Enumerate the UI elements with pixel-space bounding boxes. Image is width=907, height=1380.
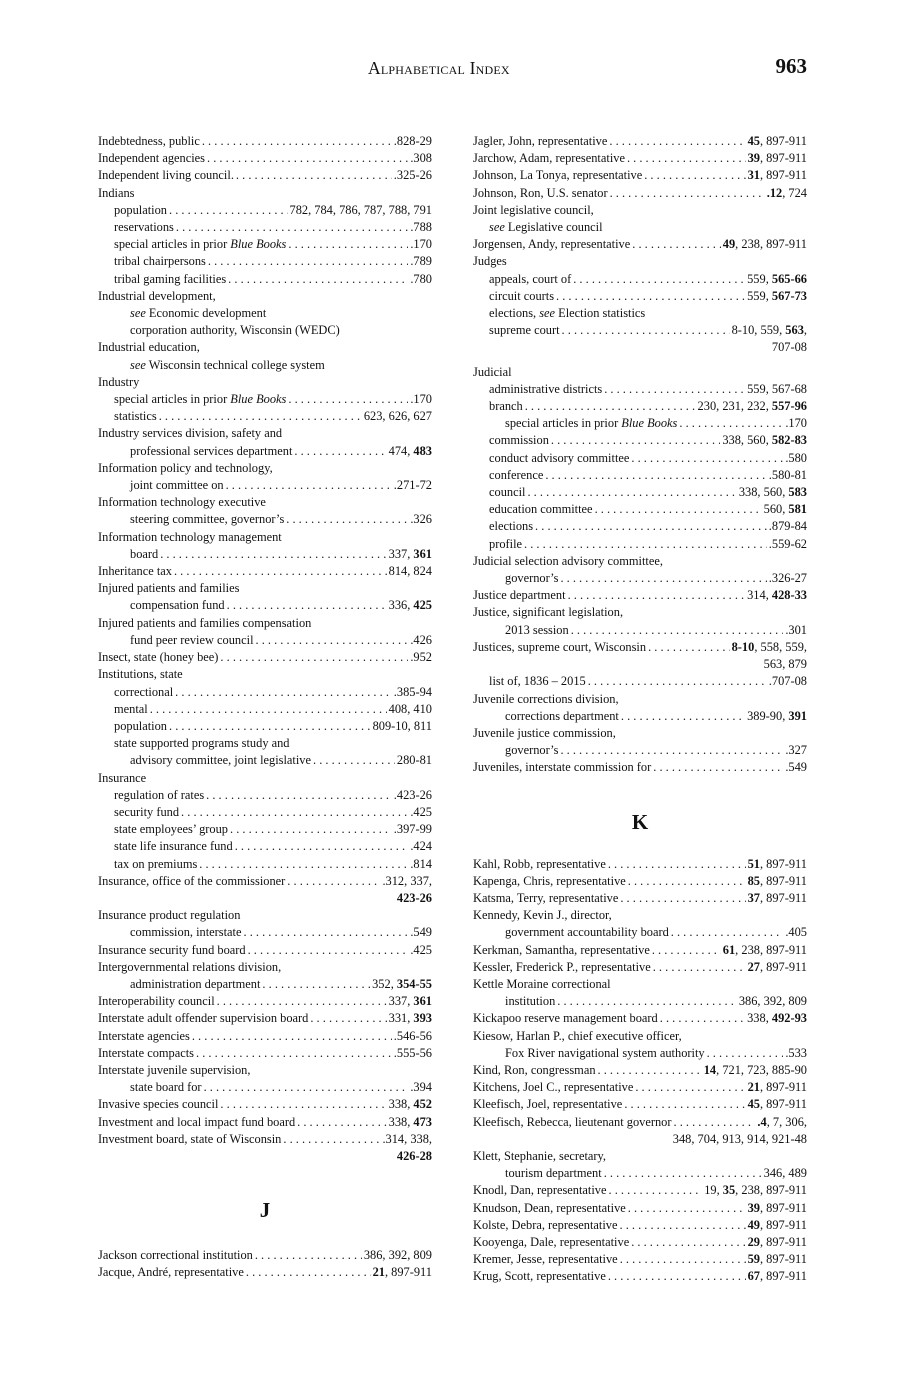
index-entry: Interstate juvenile supervision, state board for . . . .394 <box>98 1062 432 1096</box>
index-subentry: administrative districts . . . 559, 567-68 <box>473 381 807 398</box>
index-entry: Juveniles, interstate commission for . . . .549 <box>473 759 807 776</box>
index-subentry: special articles in prior Blue Books . . . .170 <box>473 415 807 432</box>
index-entry: Kleefisch, Joel, representative . . . 45, 897-911 <box>473 1096 807 1113</box>
page-number: 963 <box>775 54 807 78</box>
index-entry: Injured patients and families compensation fund peer review council . . . .426 <box>98 615 432 649</box>
index-subentry: elections . . . .879-84 <box>473 518 807 535</box>
index-entry: Interoperability council . . . 337, 361 <box>98 993 432 1010</box>
index-entry: Investment and local impact fund board . . . 338, 473 <box>98 1114 432 1131</box>
index-entry: Klett, Stephanie, secretary, tourism department . . . 346, 489 <box>473 1148 807 1182</box>
index-column-left <box>98 133 432 1282</box>
index-entry: Invasive species council . . . 338, 452 <box>98 1096 432 1113</box>
index-subentry: supreme court . . . 8-10, 559, 563, <box>473 322 807 339</box>
index-subentry: conduct advisory committee . . . .580 <box>473 450 807 467</box>
index-subentry: statistics . . . 623, 626, 627 <box>98 408 432 425</box>
index-subentry: profile . . . .559-62 <box>473 536 807 553</box>
index-subentry: population . . . 809-10, 811 <box>98 718 432 735</box>
index-subentry: elections, see Election statistics <box>489 306 646 321</box>
index-entry: Kolste, Debra, representative . . . 49, 897-911 <box>473 1217 807 1234</box>
index-entry: Kennedy, Kevin J., director, government accountability board . . . .405 <box>473 907 807 941</box>
page-header <box>0 52 907 84</box>
index-entry: Knudson, Dean, representative . . . 39, 897-911 <box>473 1200 807 1217</box>
index-entry: Jagler, John, representative . . . 45, 897-911 <box>473 133 807 150</box>
index-subentry: state employees’ group . . . .397-99 <box>98 821 432 838</box>
running-head: Alphabetical Index <box>368 58 510 78</box>
index-subentry: circuit courts . . . 559, 567-73 <box>473 288 807 305</box>
index-subentry: commission . . . 338, 560, 582-83 <box>473 432 807 449</box>
index-subentry: state supported programs study and <box>114 736 290 751</box>
index-entry: Katsma, Terry, representative . . . 37, 897-911 <box>473 890 807 907</box>
index-subentry: education committee . . . 560, 581 <box>473 501 807 518</box>
index-entry: Jarchow, Adam, representative . . . 39, 897-911 <box>473 150 807 167</box>
index-subentry: list of, 1836 – 2015 . . . .707-08 <box>473 673 807 690</box>
index-entry: Intergovernmental relations division, administration department . . . 352, 354-55 <box>98 959 432 993</box>
index-entry: Judges appeals, court of . . . 559, 565-66 circuit courts . . . 559, 567-73 elections, see Election statistics supreme court . . . 8-10, 559, 563, 707-08 <box>473 253 807 356</box>
index-entry: Interstate compacts . . . .555-56 <box>98 1045 432 1062</box>
index-entry: Industrial education, see Wisconsin technical college system <box>98 340 325 372</box>
index-entry: Judicial selection advisory committee, governor’s . . . .326-27 <box>473 553 807 587</box>
index-entry: Kleefisch, Rebecca, lieutenant governor . . . .4, 7, 306, 348, 704, 913, 914, 921-48 <box>473 1114 807 1148</box>
index-entry: Johnson, Ron, U.S. senator . . . .12, 724 <box>473 185 807 202</box>
index-subentry: special articles in prior Blue Books . . . .170 <box>98 236 432 253</box>
index-entry: Jacque, André, representative . . . 21, 897-911 <box>98 1264 432 1281</box>
index-entry: Kickapoo reserve management board . . . 338, 492-93 <box>473 1010 807 1027</box>
index-entry: Joint legislative council, see Legislative council <box>473 202 603 235</box>
index-entry: Insurance regulation of rates . . . .423-26 security fund . . . .425 state employees’ group . . . .397-99 state life insurance fund . . . .424 tax on premiums . . . .814 <box>98 770 432 873</box>
index-subentry: conference . . . .580-81 <box>473 467 807 484</box>
index-entry: Kettle Moraine correctional institution . . . 386, 392, 809 <box>473 976 807 1010</box>
index-entry: Insect, state (honey bee) . . . .952 <box>98 649 432 666</box>
index-entry: Johnson, La Tonya, representative . . . 31, 897-911 <box>473 167 807 184</box>
index-entry: Inheritance tax . . . 814, 824 <box>98 563 432 580</box>
index-entry: Interstate adult offender supervision board . . . 331, 393 <box>98 1010 432 1027</box>
index-entry: Kapenga, Chris, representative . . . 85, 897-911 <box>473 873 807 890</box>
index-entry: Justice, significant legislation, 2013 session . . . .301 <box>473 604 807 638</box>
index-entry: Knodl, Dan, representative . . . 19, 35, 238, 897-911 <box>473 1182 807 1199</box>
index-entry: Juvenile justice commission, governor’s . . . .327 <box>473 725 807 759</box>
index-entry: Industry special articles in prior Blue Books . . . .170 statistics . . . 623, 626, 627 <box>98 374 432 426</box>
index-entry: Justices, supreme court, Wisconsin . . . 8-10, 558, 559, 563, 879 list of, 1836 – 2015 . . . .707-08 <box>473 639 807 691</box>
index-entry: Kahl, Robb, representative . . . 51, 897-911 <box>473 856 807 873</box>
index-entry: Institutions, state correctional . . . .385-94 mental . . . 408, 410 population . . . 809-10, 811 state supported programs study and advisory committee, joint legislative . . . 280-81 <box>98 666 432 769</box>
index-entry: Indebtedness, public . . . .828-29 <box>98 133 432 150</box>
index-subentry: appeals, court of . . . 559, 565-66 <box>473 271 807 288</box>
index-entry: Indians population . . . 782, 784, 786, 787, 788, 791 reservations . . . .788 special articles in prior Blue Books . . . .170 tribal chairpersons . . . .789 tribal gaming facilities . . . .780 <box>98 185 432 288</box>
section-letter-k: K <box>631 809 649 834</box>
index-entry: Industry services division, safety and professional services department . . . 474, 483 <box>98 425 432 459</box>
index-subentry: population . . . 782, 784, 786, 787, 788, 791 <box>98 202 432 219</box>
index-entry: Information technology executive steering committee, governor’s . . . .326 <box>98 494 432 528</box>
index-entry: Jackson correctional institution . . . 386, 392, 809 <box>98 1247 432 1264</box>
index-entry: Kessler, Frederick P., representative . . . 27, 897-911 <box>473 959 807 976</box>
index-column-right <box>473 133 807 1286</box>
index-subentry: reservations . . . .788 <box>98 219 432 236</box>
index-entry: Krug, Scott, representative . . . 67, 897-911 <box>473 1268 807 1285</box>
index-entry: Independent agencies . . . .308 <box>98 150 432 167</box>
index-entry: Kind, Ron, congressman . . . 14, 721, 723, 885-90 <box>473 1062 807 1079</box>
index-entry: Justice department . . . 314, 428-33 <box>473 587 807 604</box>
index-subentry: state life insurance fund . . . .424 <box>98 838 432 855</box>
index-subentry: tax on premiums . . . .814 <box>98 856 432 873</box>
index-entry: Kiesow, Harlan P., chief executive officer, Fox River navigational system authority . . . .533 <box>473 1028 807 1062</box>
index-entry: Judicial administrative districts . . . 559, 567-68 branch . . . 230, 231, 232, 557-96 special articles in prior Blue Books . . . .170 commission . . . 338, 560, 582-83 conduct advisory committee . . . .580 conference . . . .580-81 council . . . 338, 560, 583 education committee . . . 560, 581 elections . . . .879-84 profile . . . .559-62 <box>473 364 807 553</box>
index-entry: Insurance security fund board . . . .425 <box>98 942 432 959</box>
index-subentry: correctional . . . .385-94 <box>98 684 432 701</box>
index-subentry: security fund . . . .425 <box>98 804 432 821</box>
index-subentry: special articles in prior Blue Books . . . .170 <box>98 391 432 408</box>
index-subentry: mental . . . 408, 410 <box>98 701 432 718</box>
index-entry: Independent living council. . . . .325-26 <box>98 167 432 184</box>
index-subentry: branch . . . 230, 231, 232, 557-96 <box>473 398 807 415</box>
index-subentry: regulation of rates . . . .423-26 <box>98 787 432 804</box>
index-entry: Juvenile corrections division, corrections department . . . 389-90, 391 <box>473 691 807 725</box>
index-entry: Information policy and technology, joint committee on . . . .271-72 <box>98 460 432 494</box>
index-entry: Kooyenga, Dale, representative . . . 29, 897-911 <box>473 1234 807 1251</box>
index-entry: Interstate agencies . . . .546-56 <box>98 1028 432 1045</box>
index-entry: Kremer, Jesse, representative . . . 59, 897-911 <box>473 1251 807 1268</box>
index-entry: Kitchens, Joel C., representative . . . 21, 897-911 <box>473 1079 807 1096</box>
index-subentry: tribal chairpersons . . . .789 <box>98 253 432 270</box>
section-letter-j: J <box>259 1198 271 1223</box>
index-entry: Industrial development, see Economic development corporation authority, Wisconsin (WEDC) <box>98 288 340 338</box>
index-entry: Insurance, office of the commissioner . . . .312, 337, 423-26 <box>98 873 432 907</box>
index-subentry: council . . . 338, 560, 583 <box>473 484 807 501</box>
index-entry: Investment board, state of Wisconsin . . . .314, 338, 426-28 <box>98 1131 432 1165</box>
index-entry: Insurance product regulation commission, interstate . . . .549 <box>98 907 432 941</box>
index-entry: Jorgensen, Andy, representative . . . 49, 238, 897-911 <box>473 236 807 253</box>
index-entry: Information technology management board . . . 337, 361 <box>98 529 432 563</box>
index-entry: Kerkman, Samantha, representative . . . 61, 238, 897-911 <box>473 942 807 959</box>
index-entry: Injured patients and families compensation fund . . . 336, 425 <box>98 580 432 614</box>
index-subentry: tribal gaming facilities . . . .780 <box>98 271 432 288</box>
